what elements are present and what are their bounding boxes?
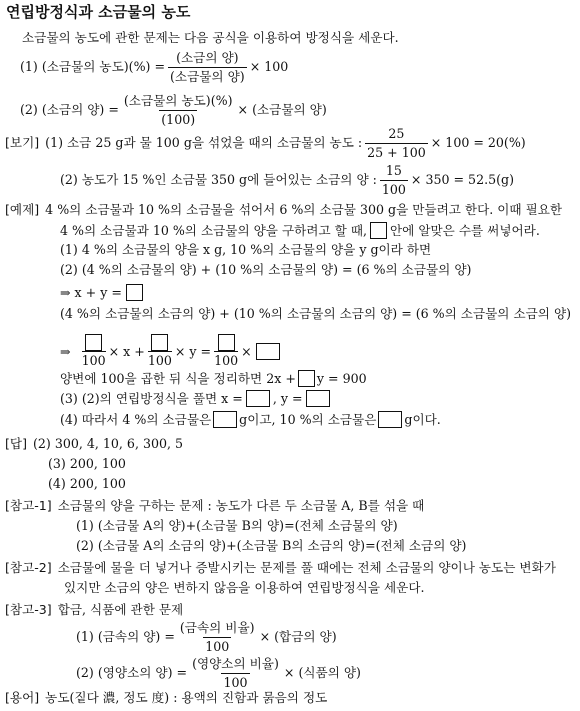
ref1-tag: [참고-1] [5, 498, 52, 513]
fraction-denominator: 100 [81, 353, 106, 368]
answer-line-2: (3) 200, 100 [48, 456, 126, 471]
fraction-numerator: (소금의 양) [176, 50, 239, 65]
example-step-8-text: (4) 따라서 4 %의 소금물은 [60, 411, 212, 427]
answer-box[interactable] [151, 334, 168, 351]
ref3-formula-2-tail: × (식품의 양) [283, 665, 361, 681]
box-fraction [148, 334, 172, 369]
fraction-denominator: 100 [214, 353, 239, 368]
answer-line-1 [5, 436, 183, 452]
implies-arrow: ⇒ [60, 343, 71, 359]
example-step-3 [60, 284, 143, 301]
formula-1-label: (1) (소금물의 농도)(%) = [20, 59, 166, 75]
example-step-7-text: (3) (2)의 연립방정식을 풀면 x = [60, 390, 243, 406]
example-step-6-text: 양변에 100을 곱한 뒤 식을 정리하면 2x + [60, 370, 296, 386]
ref3-formula-2-fraction [190, 656, 281, 690]
formula-1-fraction [168, 50, 247, 84]
box-fraction [214, 334, 238, 369]
ref1-text: 소금물의 양을 구하는 문제 : 농도가 다른 두 소금물 A, B를 섞을 때 [57, 498, 425, 513]
formula-1 [20, 50, 288, 84]
fraction-denominator: 100 [223, 674, 248, 690]
answer-box[interactable] [246, 390, 270, 407]
bogi-line-1-tail: × 100 = 20(%) [430, 135, 526, 151]
example-step-8 [60, 411, 441, 428]
bogi-line-2-fraction [380, 163, 408, 197]
times-sign: × [241, 343, 252, 359]
fraction-numerator: (영양소의 비율) [192, 656, 279, 671]
intro-text: 소금물의 농도에 관한 문제는 다음 공식을 이용하여 방정식을 세운다. [22, 30, 399, 45]
bogi-tag: [보기] [5, 135, 40, 151]
answer-box[interactable] [370, 222, 387, 239]
fraction-numerator: (금속의 비율) [179, 620, 255, 635]
formula-2-fraction [122, 93, 235, 127]
example-step-4: (4 %의 소금물의 소금의 양) + (10 %의 소금물의 소금의 양) = (6 %의 소금물의 소금의 양) [60, 306, 572, 321]
example-line-1-text: 4 %의 소금물과 10 %의 소금물을 섞어서 6 %의 소금물 300 g을 만들려고 한다. 이때 필요한 [45, 202, 563, 217]
example-tag: [예제] [5, 202, 40, 217]
fraction-numerator: 15 [385, 163, 402, 178]
times-y: × y = [174, 343, 212, 359]
answer-box[interactable] [213, 411, 237, 428]
answer-box[interactable] [378, 411, 402, 428]
example-line-2-text-end: 안에 알맞은 수를 써넣어라. [389, 222, 540, 238]
example-line-1 [5, 202, 562, 218]
example-step-7-mid: , y = [272, 390, 303, 406]
answer-box[interactable] [256, 343, 280, 360]
ref3-formula-1 [76, 620, 337, 654]
bogi-line-2 [60, 163, 514, 197]
bogi-line-2-tail: × 350 = 52.5(g) [410, 172, 514, 188]
fraction-denominator: 100 [381, 181, 406, 197]
fraction-denominator: 25 + 100 [367, 144, 426, 160]
ref3-formula-1-tail: × (합금의 양) [259, 629, 337, 645]
fraction-numerator: 25 [388, 126, 405, 141]
answer-box[interactable] [85, 334, 102, 351]
answer-tag: [답] [5, 436, 27, 451]
bogi-line-1 [5, 126, 526, 160]
ref2-line-1 [5, 560, 556, 576]
page-title: 연립방정식과 소금물의 농도 [6, 3, 191, 21]
bogi-line-2-text: (2) 농도가 15 %인 소금물 350 g에 들어있는 소금의 양 : [60, 172, 377, 188]
ref2-tag: [참고-2] [5, 560, 52, 575]
fraction-denominator: (소금물의 양) [170, 68, 245, 84]
answer-text: (2) 300, 4, 10, 6, 300, 5 [33, 436, 184, 451]
formula-2-tail: × (소금물의 양) [237, 102, 327, 118]
example-step-8-mid: g이고, 10 %의 소금물은 [239, 411, 377, 427]
ref1-line [5, 498, 424, 514]
fraction-numerator: (소금물의 농도)(%) [123, 93, 233, 108]
fraction-denominator: 100 [147, 353, 172, 368]
example-line-2-text: 4 %의 소금물과 10 %의 소금물의 양을 구하려고 할 때, [60, 222, 367, 238]
answer-box[interactable] [298, 370, 315, 387]
term-text: 농도(짙다 濃, 정도 度) : 용액의 진함과 묽음의 정도 [45, 690, 328, 705]
ref1-item-1: (1) (소금물 A의 양)+(소금물 B의 양)=(전체 소금물의 양) [76, 518, 398, 533]
term-tag: [용어] [5, 690, 40, 705]
fraction-denominator: (100) [161, 111, 196, 127]
box-fraction [82, 334, 106, 369]
ref3-tag: [참고-3] [5, 602, 52, 617]
example-step-6-text-end: y = 900 [316, 370, 367, 386]
bogi-line-1-text: (1) 소금 25 g과 물 100 g을 섞었을 때의 소금물의 농도 : [45, 135, 363, 151]
formula-2 [20, 93, 327, 127]
bogi-line-1-fraction [365, 126, 428, 160]
ref1-item-2: (2) (소금물 A의 소금의 양)+(소금물 B의 소금의 양)=(전체 소금의 양) [76, 538, 467, 553]
ref3-formula-2-label: (2) (영양소의 양) = [76, 665, 188, 681]
example-step-3-text: ⇒ x + y = [60, 284, 122, 300]
times-x: × x + [108, 343, 145, 359]
term-line [5, 690, 327, 706]
ref3-text: 합금, 식품에 관한 문제 [57, 602, 184, 617]
formula-1-tail: × 100 [249, 59, 289, 75]
example-step-8-end: g이다. [404, 411, 441, 427]
ref3-formula-1-fraction [178, 620, 257, 654]
answer-box[interactable] [218, 334, 235, 351]
answer-box[interactable] [306, 390, 330, 407]
formula-2-label: (2) (소금의 양) = [20, 102, 119, 118]
example-line-2 [60, 222, 540, 239]
example-step-6 [60, 370, 367, 387]
example-step-7 [60, 390, 330, 407]
ref3-formula-1-label: (1) (금속의 양) = [76, 629, 175, 645]
example-step-2: (2) (4 %의 소금물의 양) + (10 %의 소금물의 양) = (6 %의 소금물의 양) [60, 262, 472, 277]
example-step-5 [60, 334, 280, 369]
answer-line-3: (4) 200, 100 [48, 476, 126, 491]
example-step-1: (1) 4 %의 소금물의 양을 x g, 10 %의 소금물의 양을 y g이라 하면 [60, 242, 432, 257]
ref2-line-2: 있지만 소금의 양은 변하지 않음을 이용하여 연립방정식을 세운다. [64, 580, 425, 595]
ref3-line [5, 602, 183, 618]
answer-box[interactable] [126, 284, 143, 301]
ref3-formula-2 [76, 656, 361, 690]
ref2-text: 소금물에 물을 더 넣거나 증발시키는 문제를 풀 때에는 전체 소금물의 양이나 농도는 변화가 [57, 560, 556, 575]
fraction-denominator: 100 [205, 638, 230, 654]
